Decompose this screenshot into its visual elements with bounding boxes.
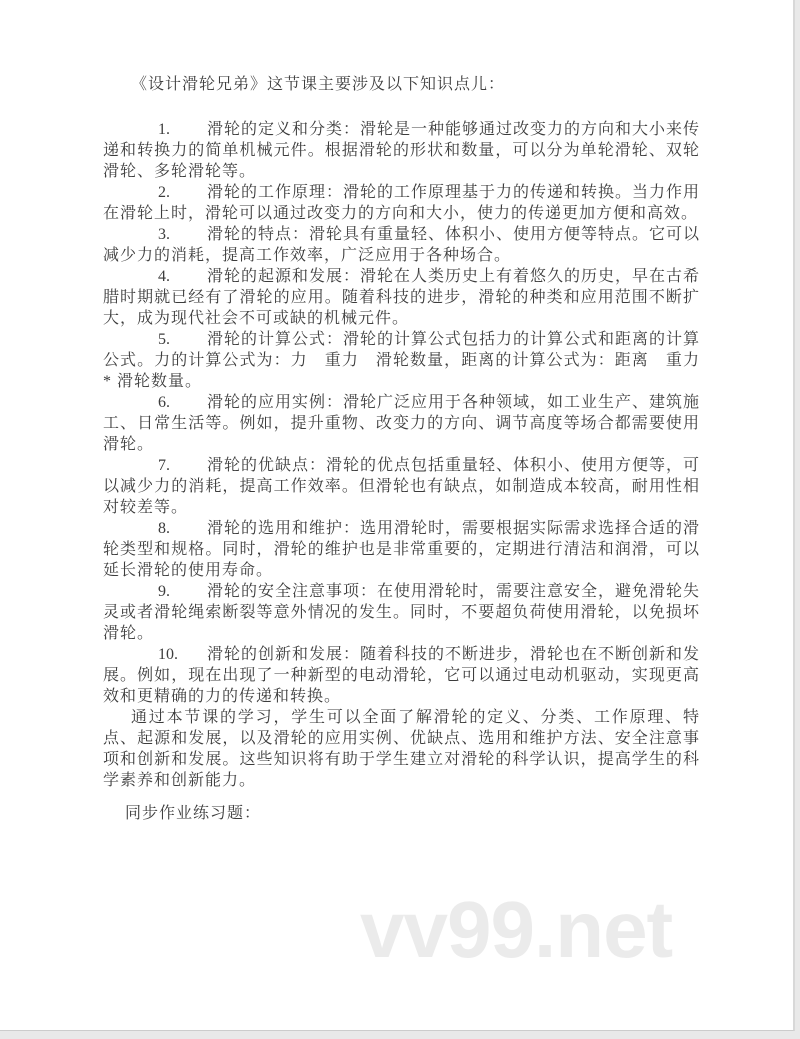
list-item <box>103 329 700 392</box>
item-number: 6. <box>158 394 170 411</box>
item-text: 滑轮的优缺点：滑轮的优点包括重量轻、体积小、使用方便等，可以减少力的消耗，提高工作效率。但滑轮也有缺点，如制造成本较高，耐用性相对较差等。 <box>103 457 701 516</box>
knowledge-points-list <box>103 119 700 707</box>
list-item <box>103 224 700 266</box>
item-number: 1. <box>158 121 170 138</box>
list-item <box>103 518 700 581</box>
item-number: 9. <box>158 583 170 600</box>
list-item <box>103 266 700 329</box>
item-number: 2. <box>158 184 170 201</box>
homework-heading: 同步作业练习题： <box>125 805 262 822</box>
item-text: 滑轮的选用和维护：选用滑轮时，需要根据实际需求选择合适的滑轮类型和规格。同时，滑轮的维护也是非常重要的，定期进行清洁和润滑，可以延长滑轮的使用寿命。 <box>103 520 701 579</box>
list-item <box>103 119 700 182</box>
item-text: 滑轮的安全注意事项：在使用滑轮时，需要注意安全，避免滑轮失灵或者滑轮绳索断裂等意外情况的发生。同时，不要超负荷使用滑轮，以免损坏滑轮。 <box>103 583 701 642</box>
watermark: vv99.net <box>360 885 673 974</box>
item-number: 4. <box>158 268 170 285</box>
item-number: 7. <box>158 457 170 474</box>
item-text: 滑轮的起源和发展：滑轮在人类历史上有着悠久的历史，早在古希腊时期就已经有了滑轮的应用。随着科技的进步，滑轮的种类和应用范围不断扩大，成为现代社会不可或缺的机械元件。 <box>103 268 701 327</box>
item-text: 滑轮的特点：滑轮具有重量轻、体积小、使用方便等特点。它可以减少力的消耗，提高工作效率，广泛应用于各种场合。 <box>103 226 701 264</box>
item-text: 滑轮的应用实例：滑轮广泛应用于各种领域，如工业生产、建筑施工、日常生活等。例如，提升重物、改变力的方向、调节高度等场合都需要使用滑轮。 <box>103 394 701 453</box>
item-text: 滑轮的定义和分类：滑轮是一种能够通过改变力的方向和大小来传递和转换力的简单机械元件。根据滑轮的形状和数量，可以分为单轮滑轮、双轮滑轮、多轮滑轮等。 <box>103 121 701 180</box>
item-number: 5. <box>158 331 170 348</box>
document-content <box>103 74 700 824</box>
list-item <box>103 182 700 224</box>
item-text: 滑轮的创新和发展：随着科技的不断进步，滑轮也在不断创新和发展。例如，现在出现了一种新型的电动滑轮，它可以通过电动机驱动，实现更高效和更精确的力的传递和转换。 <box>103 646 701 705</box>
item-number: 8. <box>158 520 170 537</box>
list-item <box>103 392 700 455</box>
item-text: 滑轮的工作原理：滑轮的工作原理基于力的传递和转换。当力作用在滑轮上时，滑轮可以通过改变力的方向和大小，使力的传递更加方便和高效。 <box>103 184 701 222</box>
closing-paragraph: 通过本节课的学习，学生可以全面了解滑轮的定义、分类、工作原理、特点、起源和发展，以及滑轮的应用实例、优缺点、选用和维护方法、安全注意事项和创新和发展。这些知识将有助于学生建立对滑轮的科学认识，提高学生的科学素养和创新能力。 <box>103 709 700 789</box>
list-item <box>103 581 700 644</box>
intro-paragraph: 《设计滑轮兄弟》这节课主要涉及以下知识点儿： <box>131 76 506 93</box>
item-text: 滑轮的计算公式：滑轮的计算公式包括力的计算公式和距离的计算公式。力的计算公式为：力 重力 滑轮数量，距离的计算公式为：距离 重力 * 滑轮数量。 <box>103 331 701 390</box>
list-item <box>103 644 700 707</box>
list-item <box>103 455 700 518</box>
item-number: 3. <box>158 226 170 243</box>
item-number: 10. <box>158 646 178 663</box>
